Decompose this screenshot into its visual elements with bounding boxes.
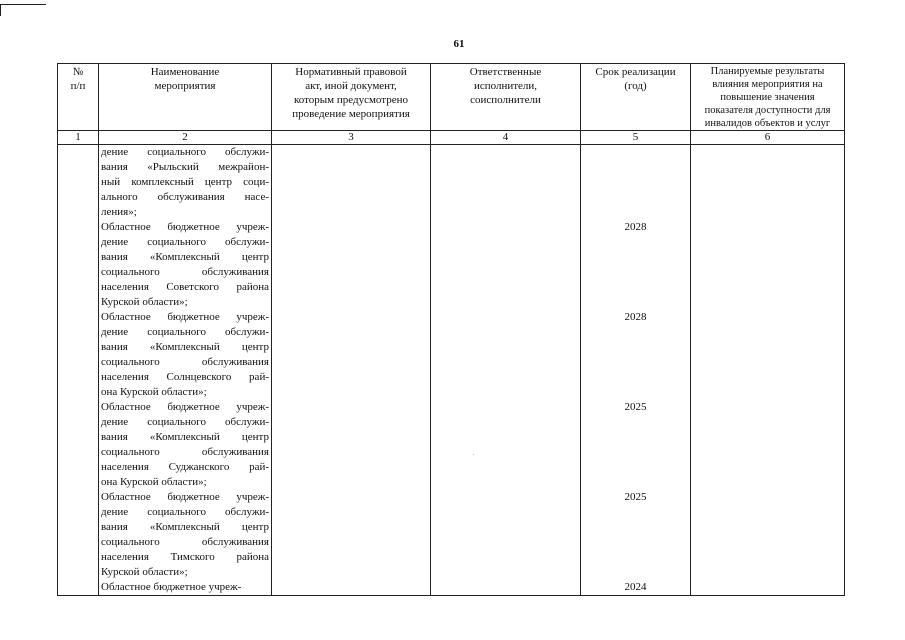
header-implementation-year: Срок реализации (год) [581, 64, 691, 131]
organization-entry [101, 490, 269, 580]
measures-table [57, 63, 845, 596]
organization-line: она Курской области»; [101, 476, 207, 488]
organization-line: вания «Рыльский межрайон- [101, 161, 269, 173]
organization-line: Областное бюджетное учреж- [101, 221, 269, 233]
header-executors: Ответственные исполнители, соисполнители [431, 64, 581, 131]
organization-line: она Курской области»; [101, 386, 207, 398]
organization-entry [101, 580, 269, 595]
header-legal-act: Нормативный правовой акт, иной документ, которым предусмотрено проведение мероприятия [272, 64, 431, 131]
organization-entry [101, 220, 269, 310]
organization-line: населения Советского района [101, 281, 269, 293]
column-number-row [58, 131, 845, 145]
organization-line: дение социального обслужи- [101, 326, 269, 338]
year-entry [583, 145, 688, 220]
organization-line: вания «Комплексный центр [101, 251, 269, 263]
organization-line: Областное бюджетное учреж- [101, 491, 269, 503]
column-number: 2 [99, 131, 272, 145]
header-planned-results: Планируемые результаты влияния мероприятия на повышение значения показателя доступности для инвалидов объектов и услуг [691, 64, 845, 131]
organization-line: населения Суджанского рай- [101, 461, 269, 473]
page-number: 61 [453, 38, 465, 50]
column-number: 6 [691, 131, 845, 145]
organization-line: ный комплексный центр соци- [101, 176, 269, 188]
column-number: 3 [272, 131, 431, 145]
implementation-year: 2025 [624, 401, 647, 413]
corner-crop-mark [0, 4, 46, 5]
header-number: № п/п [58, 64, 99, 131]
organization-line: населения Тимского района [101, 551, 269, 563]
year-entry [583, 220, 688, 310]
implementation-year: 2024 [624, 581, 647, 593]
organization-line: дение социального обслужи- [101, 506, 269, 518]
implementation-year-cell [581, 145, 691, 596]
organization-entry [101, 145, 269, 220]
organization-line: социального обслуживания [101, 536, 269, 548]
organization-line: социального обслуживания [101, 266, 269, 278]
organization-line: вания «Комплексный центр [101, 431, 269, 443]
organization-line: дение социального обслужи- [101, 146, 269, 158]
corner-crop-tick [0, 4, 1, 16]
year-entry [583, 310, 688, 400]
organization-line: Курской области»; [101, 296, 188, 308]
implementation-year: 2028 [624, 311, 647, 323]
organization-line: вания «Комплексный центр [101, 521, 269, 533]
planned-results-cell [691, 145, 845, 596]
year-entry [583, 490, 688, 580]
measure-name-cell [99, 145, 272, 596]
organization-entry [101, 310, 269, 400]
organization-line: Областное бюджетное учреж- [101, 401, 269, 413]
organization-line: Курской области»; [101, 566, 188, 578]
header-measure-name: Наименование мероприятия [99, 64, 272, 131]
organization-line: Областное бюджетное учреж- [101, 581, 242, 593]
number-cell [58, 145, 99, 596]
organization-line: социального обслуживания [101, 356, 269, 368]
legal-act-cell [272, 145, 431, 596]
column-number: 5 [581, 131, 691, 145]
executors-cell [431, 145, 581, 596]
year-entry [583, 400, 688, 490]
organization-line: ления»; [101, 206, 137, 218]
year-entry [583, 580, 688, 595]
organization-line: дение социального обслужи- [101, 416, 269, 428]
organization-line: ального обслуживания насе- [101, 191, 269, 203]
table-row [58, 145, 845, 596]
implementation-year: 2025 [624, 491, 647, 503]
organization-entry [101, 400, 269, 490]
organization-line: социального обслуживания [101, 446, 269, 458]
column-number: 4 [431, 131, 581, 145]
implementation-year: 2028 [624, 221, 647, 233]
column-number: 1 [58, 131, 99, 145]
table-header-row [58, 64, 845, 131]
organization-line: Областное бюджетное учреж- [101, 311, 269, 323]
scan-speck [473, 454, 474, 455]
organization-line: дение социального обслужи- [101, 236, 269, 248]
organization-line: населения Солнцевского рай- [101, 371, 269, 383]
organization-line: вания «Комплексный центр [101, 341, 269, 353]
